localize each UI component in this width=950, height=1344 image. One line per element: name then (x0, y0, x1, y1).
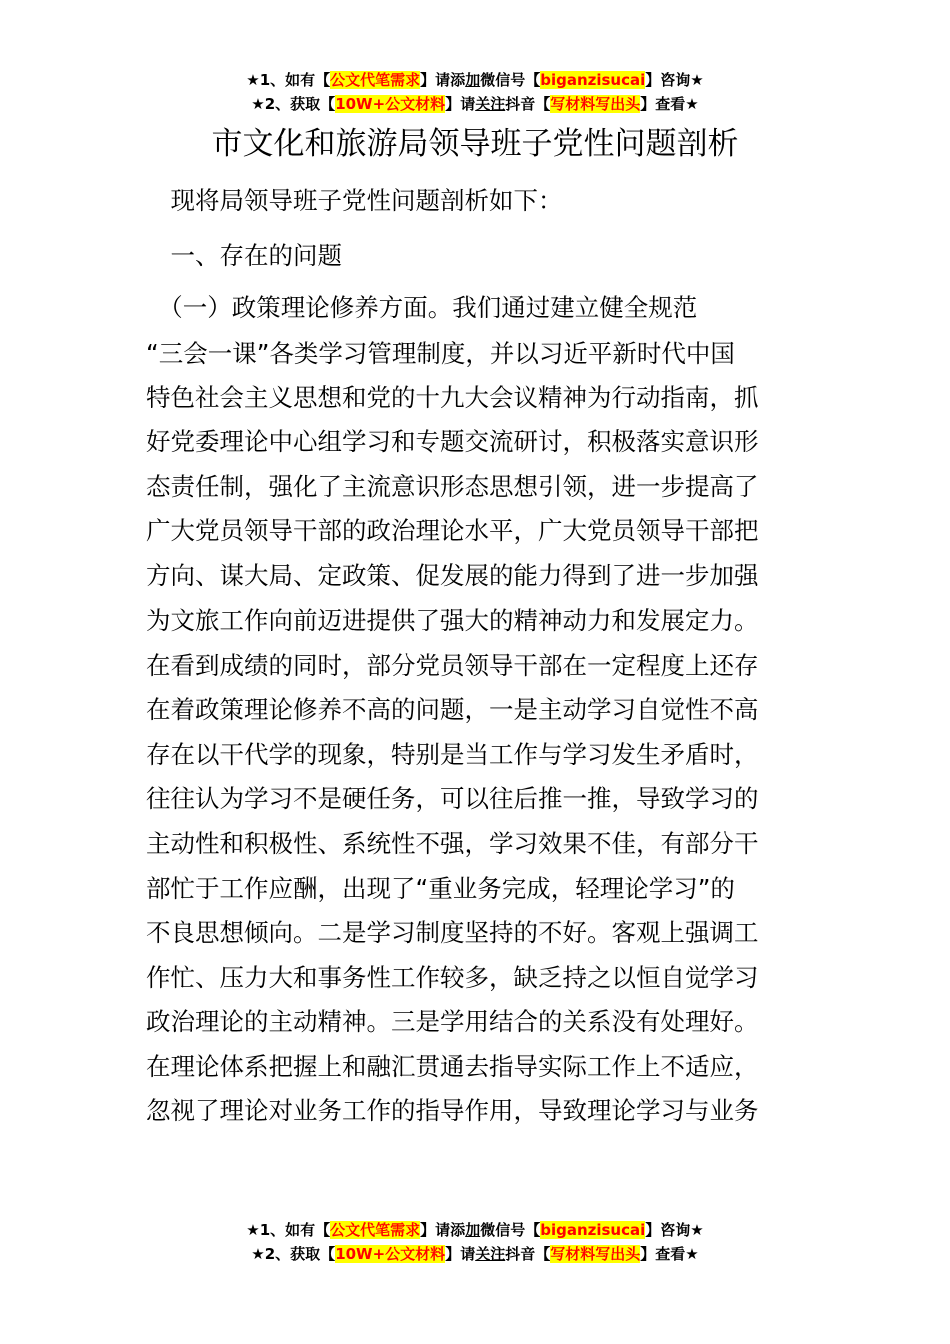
body-line: 方向、谋大局、定政策、促发展的能力得到了进一步加强 (146, 561, 759, 590)
highlight-douyin-id: 写材料写出头 (550, 95, 641, 113)
footer-banner (0, 1218, 950, 1266)
body-line: 存在以干代学的现象，特别是当工作与学习发生矛盾时， (146, 740, 759, 769)
body-line: “三会一课”各类学习管理制度，并以习近平新时代中国 (146, 339, 735, 368)
banner-line-2: ★2、获取【10W+公文材料】请关注抖音【写材料写出头】查看★ (251, 95, 699, 113)
banner-line-1: ★1、如有【公文代笔需求】请添加微信号【biganzisucai】咨询★ (246, 71, 704, 89)
highlight-douyin-id: 写材料写出头 (550, 1245, 641, 1263)
body-line: 主动性和积极性、系统性不强，学习效果不佳，有部分干 (146, 829, 759, 858)
highlight-wechat-id: biganzisucai (540, 1221, 646, 1239)
body-line: 政治理论的主动精神。三是学用结合的关系没有处理好。 (146, 1007, 759, 1036)
body-line: 好党委理论中心组学习和专题交流研讨，积极落实意识形 (146, 427, 759, 456)
document-title: 市文化和旅游局领导班子党性问题剖析 (211, 126, 739, 162)
body-line: 部忙于工作应酬，出现了“重业务完成，轻理论学习”的 (146, 874, 735, 903)
body-line: 为文旅工作向前迈进提供了强大的精神动力和发展定力。 (146, 606, 759, 635)
body-line: 不良思想倾向。二是学习制度坚持的不好。客观上强调工 (146, 918, 759, 947)
highlight-materials: 10W+公文材料 (335, 95, 446, 113)
body-line: 现将局领导班子党性问题剖析如下： (146, 186, 563, 215)
body-line: 往往认为学习不是硬任务，可以往后推一推，导致学习的 (146, 784, 759, 813)
highlight-wechat-id: biganzisucai (540, 71, 646, 89)
body-line: 忽视了理论对业务工作的指导作用，导致理论学习与业务 (146, 1096, 759, 1125)
body-line: 在着政策理论修养不高的问题，一是主动学习自觉性不高 (146, 695, 759, 724)
body-line: 特色社会主义思想和党的十九大会议精神为行动指南，抓 (146, 383, 759, 412)
body-line: 在理论体系把握上和融汇贯通去指导实际工作上不适应， (146, 1052, 759, 1081)
highlight-materials: 10W+公文材料 (335, 1245, 446, 1263)
body-line: 广大党员领导干部的政治理论水平，广大党员领导干部把 (146, 516, 759, 545)
header-banner (0, 68, 950, 116)
body-line: （一）政策理论修养方面。我们通过建立健全规范 (146, 293, 698, 322)
body-line: 作忙、压力大和事务性工作较多，缺乏持之以恒自觉学习 (146, 963, 759, 992)
body-line: 态责任制，强化了主流意识形态思想引领，进一步提高了 (146, 472, 759, 501)
banner-line-2: ★2、获取【10W+公文材料】请关注抖音【写材料写出头】查看★ (251, 1245, 699, 1263)
highlight-service: 公文代笔需求 (330, 71, 421, 89)
highlight-service: 公文代笔需求 (330, 1221, 421, 1239)
body-line: 一、存在的问题 (146, 241, 342, 270)
body-line: 在看到成绩的同时，部分党员领导干部在一定程度上还存 (146, 651, 759, 680)
banner-line-1: ★1、如有【公文代笔需求】请添加微信号【biganzisucai】咨询★ (246, 1221, 704, 1239)
